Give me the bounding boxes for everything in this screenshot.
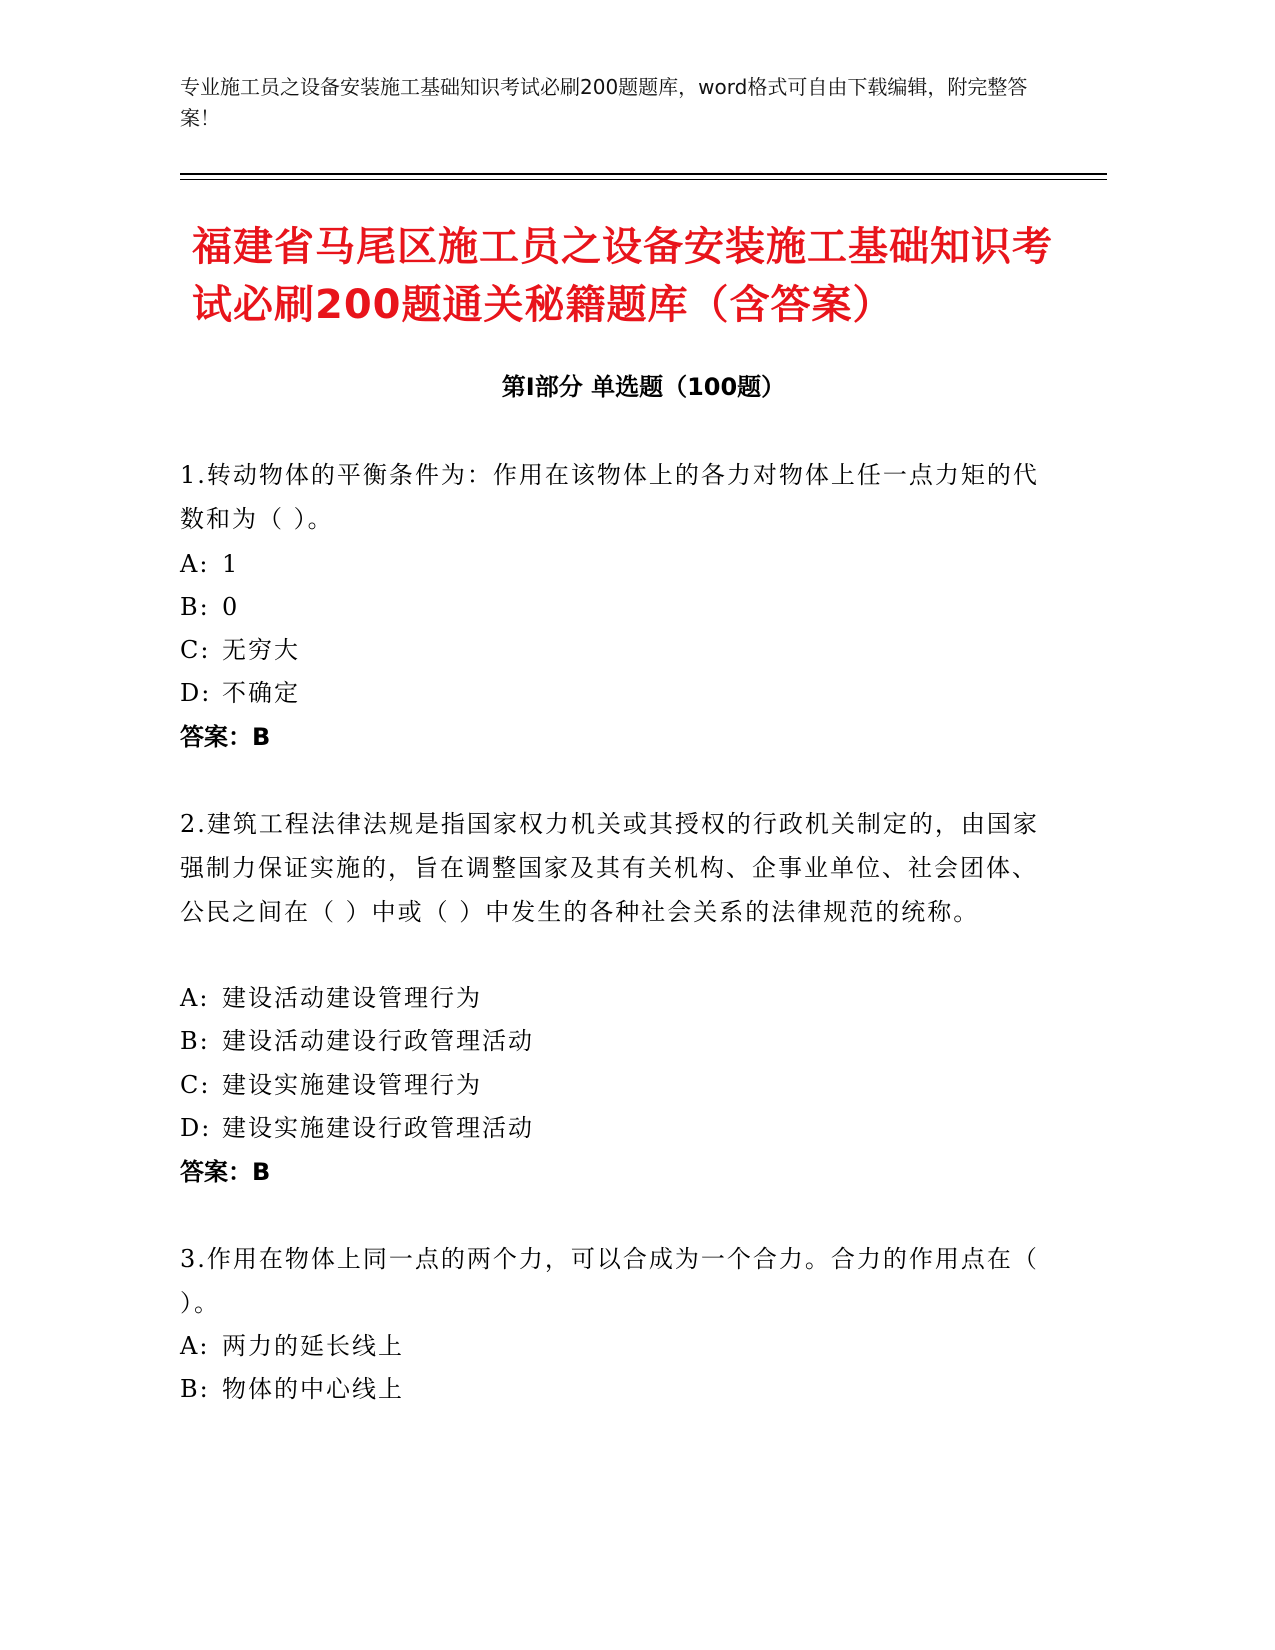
option-key: A: [180, 550, 210, 578]
section-heading: 第Ⅰ部分 单选题（100题） [501, 373, 786, 401]
option-key: B: [180, 1027, 210, 1055]
option-text: 建设实施建设管理行为 [222, 1071, 482, 1099]
option-text: 0 [222, 593, 240, 621]
question-1-option-c [180, 633, 1040, 667]
question-1-option-a [180, 547, 1040, 581]
question-1-answer: 答案：B [180, 723, 271, 751]
question-2-text: 2.建筑工程法律法规是指国家权力机关或其授权的行政机关制定的，由国家强制力保证实施的，旨在调整国家及其有关机构、企事业单位、社会团体、公民之间在（ ）中或（ ）中发生的各种社会关系的法律规范的统称。 [180, 810, 1039, 926]
question-2-option-a [180, 981, 1040, 1015]
question-3-option-b [180, 1372, 1040, 1406]
option-text: 两力的延长线上 [222, 1332, 404, 1360]
document-title: 福建省马尾区施工员之设备安装施工基础知识考试必刷200题通关秘籍题库（含答案） [192, 224, 1053, 328]
option-text: 建设活动建设管理行为 [222, 984, 482, 1012]
option-key: B: [180, 1375, 210, 1403]
question-1-option-b [180, 590, 1040, 624]
option-text: 无穷大 [222, 636, 300, 664]
question-1-text: 1.转动物体的平衡条件为：作用在该物体上的各力对物体上任一点力矩的代数和为（ ）。 [180, 461, 1039, 533]
option-key: A: [180, 984, 210, 1012]
question-2-option-c [180, 1068, 1040, 1102]
question-1-option-d [180, 676, 1040, 710]
option-key: A: [180, 1332, 210, 1360]
option-key: C: [180, 636, 211, 664]
header-rule-thin [180, 179, 1107, 180]
question-2-answer: 答案：B [180, 1158, 271, 1186]
question-3-option-a [180, 1329, 1040, 1363]
option-text: 建设实施建设行政管理活动 [222, 1114, 534, 1142]
header-note: 专业施工员之设备安装施工基础知识考试必刷200题题库，word格式可自由下载编辑，附完整答案！ [180, 75, 1028, 130]
option-text: 建设活动建设行政管理活动 [222, 1027, 534, 1055]
question-2-option-d [180, 1111, 1040, 1145]
option-key: C: [180, 1071, 211, 1099]
option-key: D: [180, 679, 212, 707]
option-text: 1 [222, 550, 240, 578]
header-rule-thick [180, 173, 1107, 175]
question-3-text: 3.作用在物体上同一点的两个力，可以合成为一个合力。合力的作用点在（ ）。 [180, 1245, 1039, 1317]
option-key: B: [180, 593, 210, 621]
option-text: 不确定 [222, 679, 300, 707]
option-key: D: [180, 1114, 212, 1142]
question-2-option-b [180, 1024, 1040, 1058]
option-text: 物体的中心线上 [222, 1375, 404, 1403]
